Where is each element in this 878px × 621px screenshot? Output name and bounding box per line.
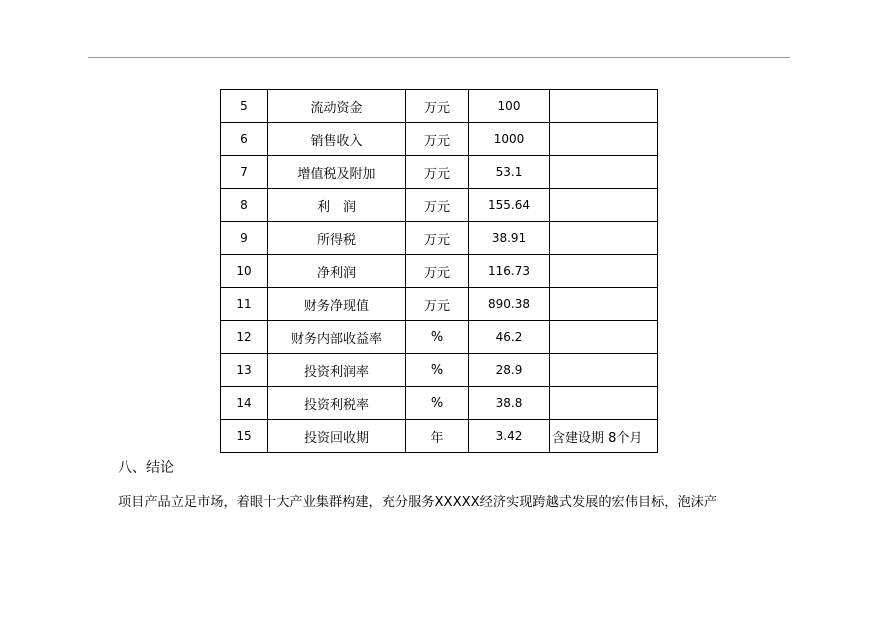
- row-value: 3.42: [469, 420, 550, 453]
- row-unit: 万元: [406, 222, 469, 255]
- row-number: 9: [221, 222, 268, 255]
- section-heading: 八、结论: [118, 460, 174, 476]
- row-note: [550, 90, 658, 123]
- row-value: 53.1: [469, 156, 550, 189]
- body-paragraph: 项目产品立足市场，着眼十大产业集群构建，充分服务XXXXX经济实现跨越式发展的宏伟目标，泡沫产: [118, 495, 718, 510]
- row-item: 销售收入: [268, 123, 406, 156]
- row-number: 12: [221, 321, 268, 354]
- row-value: 155.64: [469, 189, 550, 222]
- row-unit: 万元: [406, 90, 469, 123]
- row-unit: %: [406, 387, 469, 420]
- row-item: 所得税: [268, 222, 406, 255]
- table-row: [221, 321, 658, 354]
- row-value: 38.91: [469, 222, 550, 255]
- row-number: 5: [221, 90, 268, 123]
- row-unit: %: [406, 321, 469, 354]
- row-value: 890.38: [469, 288, 550, 321]
- table-row: [221, 387, 658, 420]
- row-item: 投资利润率: [268, 354, 406, 387]
- table-row: [221, 156, 658, 189]
- table-row: [221, 420, 658, 453]
- table-row: [221, 354, 658, 387]
- row-note: [550, 288, 658, 321]
- row-unit: 万元: [406, 255, 469, 288]
- row-unit: 万元: [406, 123, 469, 156]
- row-note: [550, 189, 658, 222]
- row-number: 7: [221, 156, 268, 189]
- row-value: 1000: [469, 123, 550, 156]
- row-unit: %: [406, 354, 469, 387]
- table-row: [221, 222, 658, 255]
- row-number: 10: [221, 255, 268, 288]
- row-item: 投资利税率: [268, 387, 406, 420]
- table-row: [221, 255, 658, 288]
- row-value: 46.2: [469, 321, 550, 354]
- row-note: 含建设期 8个月: [550, 420, 658, 453]
- row-unit: 年: [406, 420, 469, 453]
- financial-indicators-table: [220, 89, 658, 453]
- row-note: [550, 222, 658, 255]
- row-value: 28.9: [469, 354, 550, 387]
- row-item: 财务内部收益率: [268, 321, 406, 354]
- row-item: 利 润: [268, 189, 406, 222]
- row-number: 6: [221, 123, 268, 156]
- row-item: 净利润: [268, 255, 406, 288]
- row-number: 13: [221, 354, 268, 387]
- table-row: [221, 123, 658, 156]
- row-value: 100: [469, 90, 550, 123]
- row-unit: 万元: [406, 156, 469, 189]
- table-row: [221, 288, 658, 321]
- row-note: [550, 321, 658, 354]
- row-item: 投资回收期: [268, 420, 406, 453]
- row-note: [550, 255, 658, 288]
- row-unit: 万元: [406, 288, 469, 321]
- row-item: 财务净现值: [268, 288, 406, 321]
- row-value: 38.8: [469, 387, 550, 420]
- row-note: [550, 354, 658, 387]
- row-item: 流动资金: [268, 90, 406, 123]
- row-note: [550, 387, 658, 420]
- row-number: 14: [221, 387, 268, 420]
- page-header-rule: [88, 57, 790, 58]
- row-value: 116.73: [469, 255, 550, 288]
- row-number: 8: [221, 189, 268, 222]
- table-row: [221, 189, 658, 222]
- row-number: 11: [221, 288, 268, 321]
- row-unit: 万元: [406, 189, 469, 222]
- row-note: [550, 123, 658, 156]
- row-number: 15: [221, 420, 268, 453]
- table-row: [221, 90, 658, 123]
- row-item: 增值税及附加: [268, 156, 406, 189]
- row-note: [550, 156, 658, 189]
